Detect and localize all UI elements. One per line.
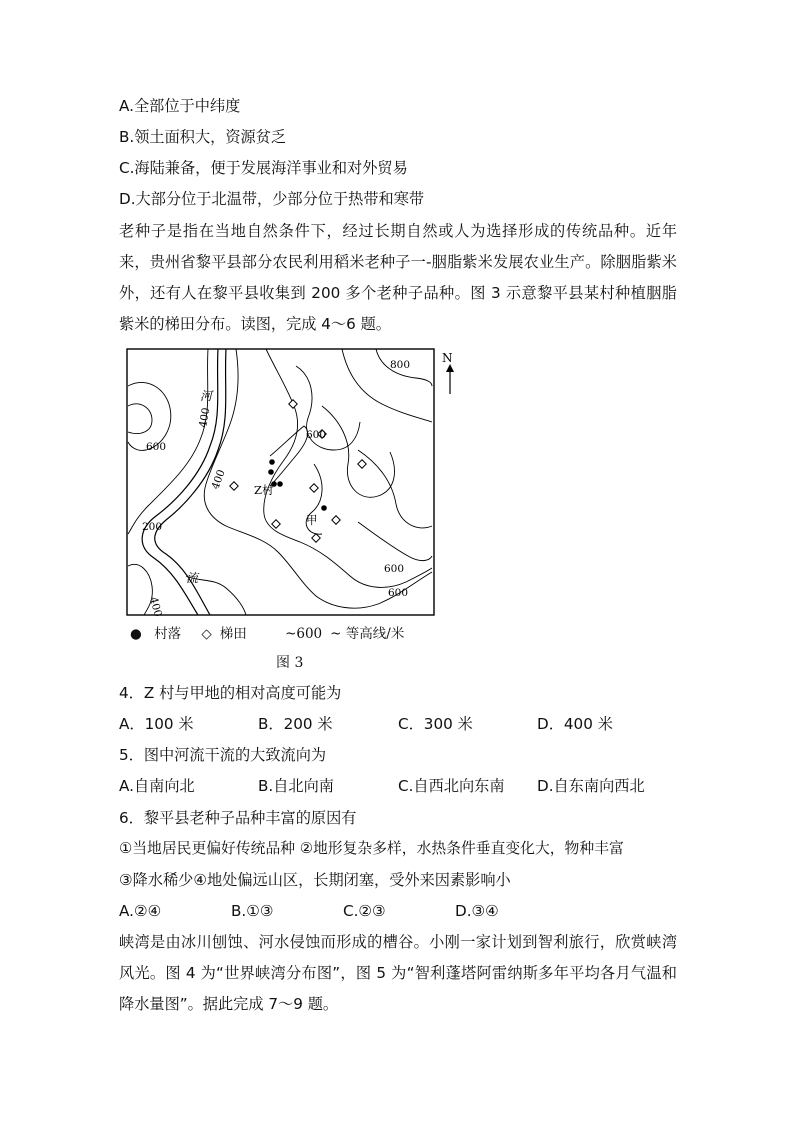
q6-option-a: A.②④ (119, 902, 162, 920)
contour-label-400-sw: 400 (147, 595, 164, 618)
legend-village: ● 村落 (130, 626, 182, 642)
figure-3-caption: 图 3 (276, 655, 304, 671)
q4-stem: 4．Z 村与甲地的相对高度可能为 (119, 684, 342, 702)
place-jia-label: 甲 (306, 513, 318, 527)
river-label-he: 河 (200, 389, 213, 403)
contour-label-400-west: 400 (197, 406, 213, 429)
contour-label-600-west: 600 (146, 441, 167, 453)
village-dot-icon: ● (130, 626, 142, 642)
map-legend (130, 622, 420, 642)
q6-option-d: D.③④ (455, 902, 499, 920)
contour-label-600-se1: 600 (384, 563, 405, 575)
terrace-diamond-icon: ◇ (201, 626, 212, 642)
q3-option-a: A.全部位于中纬度 (119, 97, 241, 115)
north-arrow-head-icon (446, 364, 454, 372)
q6-statement-line-2: ③降水稀少④地处偏远山区，长期闭塞，受外来因素影响小 (119, 871, 511, 889)
north-label: N (442, 351, 453, 365)
q6-option-b: B.①③ (231, 902, 274, 920)
q6-stem: 6．黎平县老种子品种丰富的原因有 (119, 809, 357, 827)
contour-label-600-mid: 600 (306, 429, 327, 441)
q3-option-d: D.大部分位于北温带，少部分位于热带和寒带 (119, 190, 425, 208)
village-z-label: Z村 (254, 483, 274, 497)
q5-option-a: A.自南向北 (119, 777, 195, 795)
q5-option-c: C.自西北向东南 (398, 777, 505, 795)
q4-option-c: C．300 米 (398, 715, 473, 733)
river-label-liu: 流 (186, 571, 199, 585)
q5-stem: 5．图中河流干流的大致流向为 (119, 746, 327, 764)
contour-map-svg (126, 346, 466, 618)
q4-option-a: A．100 米 (119, 715, 194, 733)
legend-contour: ~600 ~ 等高线/米 (285, 626, 405, 642)
q4-option-b: B．200 米 (258, 715, 333, 733)
contour-label-800: 800 (390, 359, 411, 371)
intro-paragraph: 老种子是指在当地自然条件下，经过长期自然或人为选择形成的传统品种。近年来，贵州省黎平县部分农民利用稻米老种子一-胭脂紫米发展农业生产。除胭脂紫米外，还有人在黎平县收集到 200 多个老种子品种。图 3 示意黎平县某村种植胭脂紫米的梯田分布。读图，完成 4～6 题。 (119, 222, 677, 333)
fjord-intro-paragraph: 峡湾是由冰川刨蚀、河水侵蚀而形成的槽谷。小刚一家计划到智利旅行，欣赏峡湾风光。图 4 为“世界峡湾分布图”，图 5 为“智利蓬塔阿雷纳斯多年平均各月气温和降水量图”。据此完成 7～9 题。 (119, 933, 677, 1013)
q3-option-b: B.领土面积大，资源贫乏 (119, 128, 287, 146)
q6-option-c: C.②③ (343, 902, 386, 920)
q6-statement-line-1: ①当地居民更偏好传统品种 ②地形复杂多样，水热条件垂直变化大，物种丰富 (119, 840, 624, 857)
q5-option-d: D.自东南向西北 (537, 777, 645, 795)
q3-option-c: C.海陆兼备，便于发展海洋事业和对外贸易 (119, 159, 408, 177)
legend-terrace: ◇ 梯田 (201, 626, 247, 642)
figure-3-map (126, 346, 466, 618)
q4-option-d: D．400 米 (537, 715, 613, 733)
contour-label-200: 200 (142, 521, 163, 533)
contour-label-400-east: 400 (209, 468, 228, 492)
contour-label-600-se2: 600 (388, 587, 409, 599)
q5-option-b: B.自北向南 (258, 777, 334, 795)
